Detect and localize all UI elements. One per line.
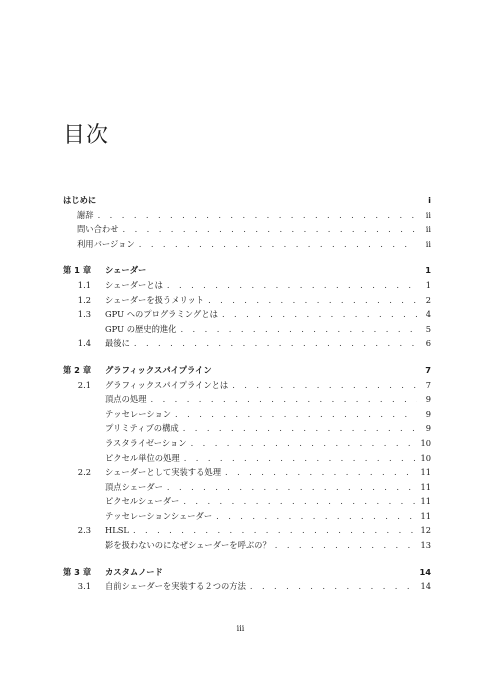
leader-dots: [123, 225, 418, 233]
leader-dots: [208, 296, 417, 304]
toc-label: GPU へのプログラミングとは: [105, 309, 218, 320]
toc-entry[interactable]: [63, 310, 431, 325]
toc-entry[interactable]: [63, 381, 431, 396]
toc-number: 第 2 章: [63, 364, 92, 375]
toc-entry[interactable]: [63, 483, 431, 498]
toc-entry[interactable]: [63, 225, 431, 240]
toc-entry[interactable]: [63, 439, 431, 454]
toc-page-number: i: [428, 195, 431, 205]
leader-dots: [225, 468, 416, 476]
leader-dots: [216, 512, 416, 520]
toc-entry[interactable]: [63, 468, 431, 483]
leader-dots: [175, 410, 417, 418]
toc-page-number: 14: [420, 581, 431, 592]
toc-label: プリミティブの構成: [105, 423, 179, 434]
toc-page-number: 10: [420, 452, 431, 463]
leader-dots: [151, 395, 418, 403]
toc-page-number: 10: [420, 437, 431, 448]
toc-label: ピクセルシェーダー: [105, 496, 180, 507]
toc-label: グラフィックスパイプライン: [105, 364, 212, 375]
toc-page-number: 2: [425, 294, 431, 305]
toc-page-number: 11: [420, 496, 431, 507]
toc-label: シェーダーとは: [105, 279, 163, 290]
table-of-contents: [63, 196, 431, 597]
leader-dots: [134, 339, 417, 347]
toc-label: HLSL: [105, 525, 129, 536]
leader-dots: [167, 281, 417, 289]
toc-number: 第 3 章: [63, 566, 92, 577]
page-number: iii: [236, 624, 245, 633]
toc-page-number: 7: [425, 364, 431, 375]
toc-entry[interactable]: [63, 339, 431, 354]
toc-label: 影を扱わないのになぜシェーダーを呼ぶの？: [105, 540, 271, 551]
leader-dots: [133, 526, 416, 534]
toc-label: GPU の歴史的進化: [105, 323, 177, 334]
toc-number: 1.2: [77, 294, 91, 305]
toc-page-number: 9: [425, 394, 431, 405]
toc-page-number: 11: [420, 510, 431, 521]
toc-number: 1.3: [77, 309, 91, 320]
leader-dots: [183, 497, 416, 505]
toc-page-number: 5: [425, 323, 431, 334]
toc-label: 自前シェーダーを実装する２つの方法: [105, 581, 246, 592]
toc-label: テッセレーションシェーダー: [105, 510, 213, 521]
toc-label: シェーダーとして実装する処理: [105, 467, 221, 478]
toc-page-number: ii: [425, 224, 431, 235]
toc-number: 1.1: [77, 279, 91, 290]
toc-label: 頂点の処理: [105, 394, 147, 405]
toc-entry[interactable]: [63, 541, 431, 556]
toc-entry[interactable]: [63, 424, 431, 439]
toc-page-number: 6: [425, 338, 431, 349]
toc-entry[interactable]: [63, 454, 431, 469]
toc-entry[interactable]: [63, 582, 431, 597]
toc-label: 問い合わせ: [77, 224, 119, 235]
leader-dots: [275, 541, 417, 549]
toc-heading[interactable]: [63, 568, 431, 583]
toc-label: ラスタライゼーション: [105, 437, 187, 448]
toc-label: 謝辞: [77, 209, 94, 220]
toc-heading[interactable]: [63, 366, 431, 381]
leader-dots: [191, 439, 417, 447]
toc-entry[interactable]: [63, 395, 431, 410]
toc-label: シェーダー: [105, 265, 147, 276]
leader-dots: [222, 310, 417, 318]
leader-dots: [167, 483, 417, 491]
toc-page-number: 11: [420, 467, 431, 478]
leader-dots: [232, 381, 417, 389]
toc-entry[interactable]: [63, 325, 431, 340]
toc-page-number: 1: [425, 265, 431, 276]
toc-page-number: 14: [419, 566, 431, 577]
toc-label: 頂点シェーダー: [105, 481, 163, 492]
toc-entry[interactable]: [63, 410, 431, 425]
toc-page-number: 1: [425, 279, 431, 290]
toc-entry[interactable]: [63, 497, 431, 512]
toc-page-number: 11: [420, 481, 431, 492]
toc-number: 1.4: [77, 338, 91, 349]
leader-dots: [250, 582, 417, 590]
toc-number: 2.1: [77, 379, 91, 390]
toc-label: はじめに: [63, 195, 97, 205]
toc-label: カスタムノード: [105, 566, 163, 577]
toc-entry[interactable]: [63, 281, 431, 296]
toc-label: シェーダーを扱うメリット: [105, 294, 205, 305]
page-title: 目次: [63, 123, 110, 148]
toc-entry[interactable]: [63, 526, 431, 541]
toc-heading[interactable]: [63, 266, 431, 281]
toc-page-number: 9: [425, 423, 431, 434]
toc-number: 2.3: [77, 525, 91, 536]
toc-label: 利用バージョン: [77, 238, 135, 249]
toc-page-number: 7: [425, 379, 431, 390]
toc-entry[interactable]: [63, 512, 431, 527]
leader-dots: [98, 211, 417, 219]
toc-entry[interactable]: [63, 240, 431, 255]
leader-dots: [183, 424, 417, 432]
toc-number: 第 1 章: [63, 265, 92, 276]
toc-page-number: 12: [420, 525, 431, 536]
toc-label: テッセレーション: [105, 408, 172, 419]
toc-label: 最後に: [105, 338, 130, 349]
toc-page-number: 13: [420, 540, 431, 551]
toc-heading[interactable]: [63, 196, 431, 211]
toc-page-number: 9: [425, 408, 431, 419]
leader-dots: [180, 325, 417, 333]
toc-entry[interactable]: [63, 296, 431, 311]
leader-dots: [184, 454, 417, 462]
toc-label: ピクセル単位の処理: [105, 452, 180, 463]
toc-entry[interactable]: [63, 211, 431, 226]
toc-page-number: ii: [425, 238, 431, 249]
toc-number: 3.1: [77, 581, 91, 592]
toc-number: 2.2: [77, 467, 91, 478]
toc-label: グラフィックスパイプラインとは: [105, 379, 229, 390]
toc-page-number: ii: [425, 209, 431, 220]
toc-page-number: 4: [425, 309, 431, 320]
leader-dots: [139, 240, 417, 248]
